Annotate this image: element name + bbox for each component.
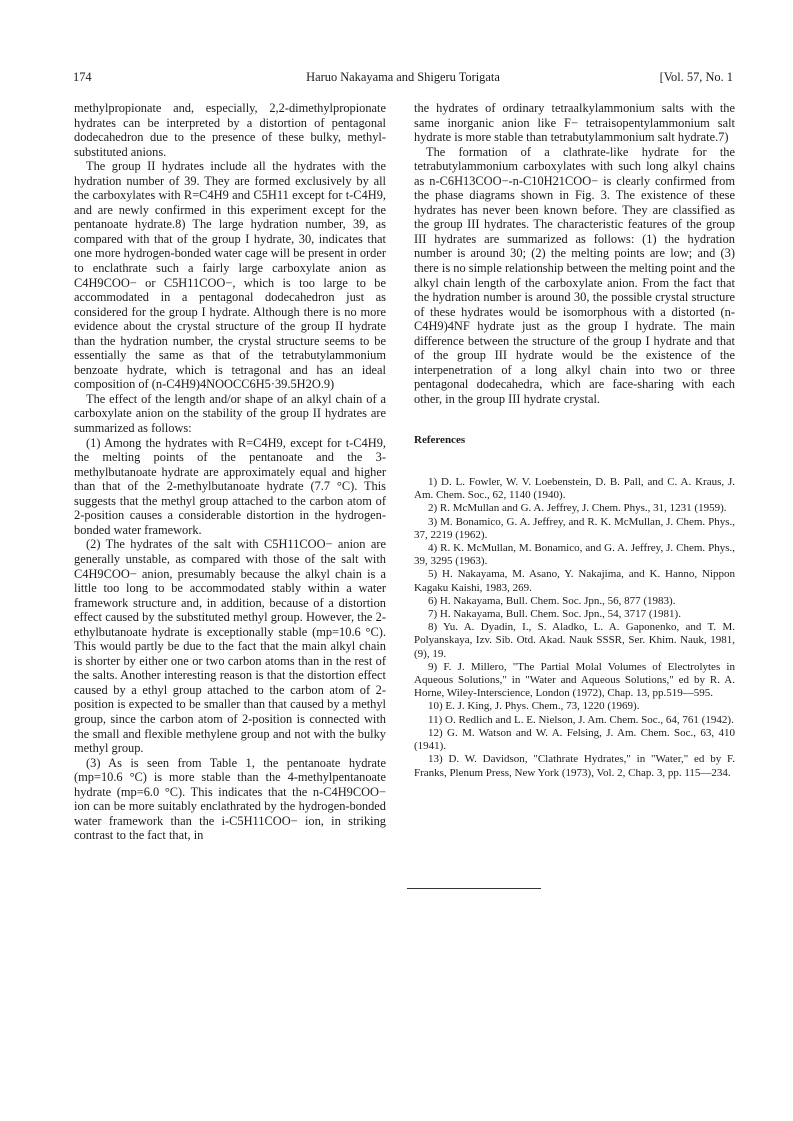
paragraph: methylpropionate and, especially, 2,2-dimethylpropionate hydrates can be interpreted by a distortion of pentagonal dodecahedron due to the presence of these bulky, methyl-substituted anions. bbox=[74, 101, 386, 159]
paragraph: (2) The hydrates of the salt with C5H11COO− anion are generally unstable, as compared with those of the salt with C4H9COO− anion, presumably because the alkyl chain is a little too long to be accommodated stably within a water framework structure and, in addition, because of a distortion effect caused by the substituted methyl group. However, the 2-ethylbutanoate hydrate is exceptionally stable (mp=10.6 °C). This would partly be due to the fact that the main alkyl chain is shorter by either one or two carbon atoms than in the rest of the salts. Another interesting reason is that the distortion effect caused by a ethyl group attached to the carbon atom of 2-position is expected to be smaller than that caused by a methyl group, since the carbon atom of 2-position is connected with the small and flexible methylene group and not with the bulky methyl group. bbox=[74, 537, 386, 756]
reference-item: 7) H. Nakayama, Bull. Chem. Soc. Jpn., 54, 3717 (1981). bbox=[428, 608, 681, 621]
reference-item: 2) R. McMullan and G. A. Jeffrey, J. Chem. Phys., 31, 1231 (1959). bbox=[428, 502, 727, 515]
reference-item: 9) F. J. Millero, "The Partial Molal Volumes of Electrolytes in Aqueous Solutions," in "Water and Aqueous Solutions," ed by R. A. Horne, Wiley-Interscience, London (1972), Chap. 13, pp.519—595. bbox=[414, 660, 735, 700]
paragraph: the hydrates of ordinary tetraalkylammonium salts with the same inorganic anion like F− tetraisopentylammonium salt hydrate is more stable than tetrabutylammonium salt hydrate.7) bbox=[414, 101, 735, 145]
running-header bbox=[73, 70, 733, 88]
header-authors: Haruo Nakayama and Shigeru Torigata bbox=[306, 70, 500, 84]
page-number: 174 bbox=[73, 70, 92, 84]
reference-item: 4) R. K. McMullan, M. Bonamico, and G. A. Jeffrey, J. Chem. Phys., 39, 3295 (1963). bbox=[414, 542, 735, 568]
reference-item: 5) H. Nakayama, M. Asano, Y. Nakajima, and K. Hanno, Nippon Kagaku Kaishi, 1983, 269. bbox=[414, 568, 735, 594]
paragraph: The effect of the length and/or shape of an alkyl chain of a carboxylate anion on the stability of the group II hydrates are summarized as follows: bbox=[74, 391, 386, 436]
paragraph: (1) Among the hydrates with R=C4H9, except for t-C4H9, the melting points of the pentanoate and the 3-methylbutanoate hydrate are approximately equal and higher than that of the 2-methylbutanoate hydrate (7.7 °C). This suggests that the methyl group attached to the carbon atom of 2-position causes a considerable distortion in the hydrogen-bonded water framework. bbox=[74, 435, 386, 537]
references-heading: References bbox=[414, 434, 466, 447]
reference-item: 1) D. L. Fowler, W. V. Loebenstein, D. B. Pall, and C. A. Kraus, J. Am. Chem. Soc., 62, 1140 (1940). bbox=[414, 476, 735, 502]
reference-list bbox=[414, 476, 735, 780]
reference-item: 11) O. Redlich and L. E. Nielson, J. Am. Chem. Soc., 64, 761 (1942). bbox=[428, 713, 734, 726]
reference-item: 10) E. J. King, J. Phys. Chem., 73, 1220 (1969). bbox=[428, 700, 640, 713]
left-column bbox=[74, 101, 386, 843]
header-volume: [Vol. 57, No. 1 bbox=[659, 70, 733, 84]
end-rule bbox=[407, 888, 541, 889]
paragraph: The group II hydrates include all the hydrates with the hydration number of 39. They are formed exclusively by all the carboxylates with R=C4H9 and C5H11 except for t-C4H9, and are newly confirmed in this experiment except for the pentanoate hydrate.8) The large hydration number, 39, as compared with that of the group I hydrate, 30, indicates that one more hydrogen-bonded water cage will be present in order to enclathrate such a fairly large carboxylate anion as C4H9COO− or C5H11COO−, which is too large to be accommodated in a pentagonal dodecahedron just as considered for the group I hydrate. Although there is no more evidence about the crystal structure of the group II hydrate than the hydration number, the crystal structure seems to be essentially the same as that of the tetrabutylammonium benzoate hydrate, which is tetragonal and has an ideal composition of (n-C4H9)4NOOCC6H5·39.5H2O.9) bbox=[74, 159, 386, 392]
paragraph: The formation of a clathrate-like hydrate for the tetrabutylammonium carboxylates with such long alkyl chains as n-C6H13COO−-n-C10H21COO− is clearly confirmed from the phase diagrams shown in Fig. 3. The existence of these hydrates has never been known before. They are classified as the group III hydrates. The characteristic features of the group III hydrates are summarized as follows: (1) the hydration number is around 30; (2) the melting points are low; and (3) there is no simple relationship between the melting point and the alkyl chain length of the carboxylate anion. From the fact that the hydration number is around 30, the possible crystal structure of these hydrates would be isomorphous with a distorted (n-C4H9)4NF hydrate just as the group I hydrate. The main difference between the structure of the group I hydrate and that of the group III hydrate would be the existence of the interpenetration of a long alkyl chain into two or three pentagonal dodecahedra, which are face-sharing with each other, in the group III hydrate crystal. bbox=[414, 144, 735, 406]
reference-item: 12) G. M. Watson and W. A. Felsing, J. Am. Chem. Soc., 63, 410 (1941). bbox=[414, 726, 735, 753]
reference-item: 3) M. Bonamico, G. A. Jeffrey, and R. K. McMullan, J. Chem. Phys., 37, 2219 (1962). bbox=[414, 515, 735, 541]
reference-item: 8) Yu. A. Dyadin, I., S. Aladko, L. A. Gaponenko, and T. M. Polyanskaya, Izv. Sib. Otd. Akad. Nauk SSSR, Ser. Khim. Nauk, 1981, (9), 19. bbox=[414, 621, 735, 660]
paragraph: (3) As is seen from Table 1, the pentanoate hydrate (mp=10.6 °C) is more stable than the 4-methylpentanoate hydrate (mp=6.0 °C). This indicates that the n-C4H9COO− ion can be more suitably enclathrated by the hydrogen-bonded water framework than the i-C5H11COO− ion, in striking contrast to the fact that, in bbox=[74, 755, 386, 843]
reference-item: 13) D. W. Davidson, "Clathrate Hydrates," in "Water," ed by F. Franks, Plenum Press, New York (1973), Vol. 2, Chap. 3, pp. 115—234. bbox=[414, 753, 735, 779]
reference-item: 6) H. Nakayama, Bull. Chem. Soc. Jpn., 56, 877 (1983). bbox=[428, 594, 676, 607]
right-column bbox=[414, 101, 735, 780]
